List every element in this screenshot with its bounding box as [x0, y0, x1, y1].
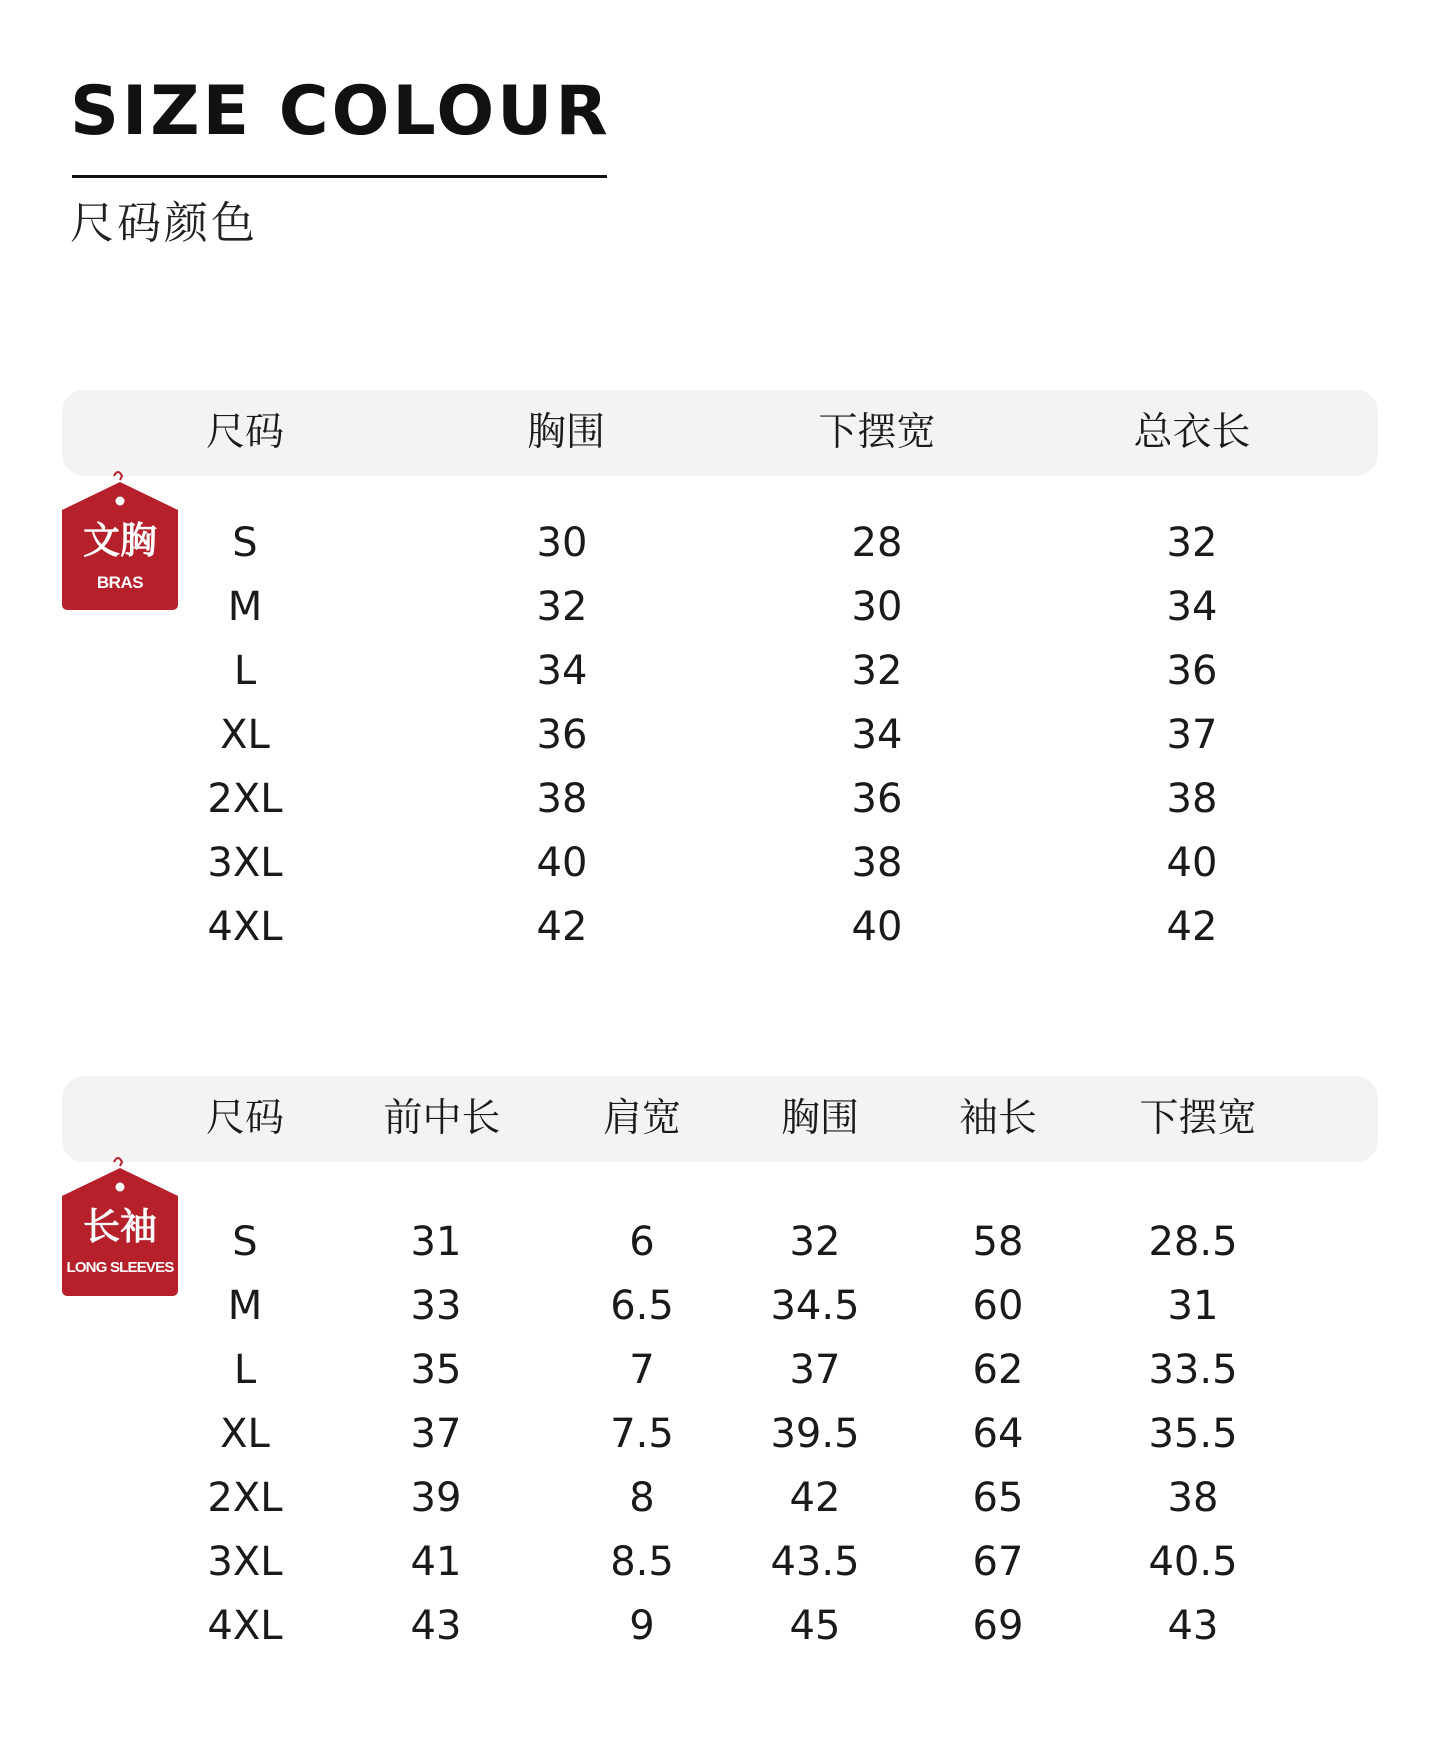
table-cell: 32: [536, 584, 588, 630]
bras-header-chest: 胸围: [526, 410, 606, 455]
table-cell: L: [233, 648, 257, 694]
bras-tag-cn: 文胸: [83, 519, 157, 562]
table-cell: 42: [536, 904, 588, 950]
table-cell: 41: [410, 1539, 462, 1585]
table-cell: 7: [629, 1347, 655, 1393]
table-cell: 2XL: [207, 776, 283, 822]
table-cell: 36: [851, 776, 903, 822]
table-cell: M: [227, 1283, 263, 1329]
table-cell: 6.5: [610, 1283, 674, 1329]
table-cell: 38: [1166, 776, 1218, 822]
table-cell: 32: [789, 1219, 841, 1265]
table-cell: L: [233, 1347, 257, 1393]
title-divider: [72, 175, 607, 178]
table-cell: 43: [1167, 1603, 1219, 1649]
table-cell: 35: [410, 1347, 462, 1393]
table-cell: 33: [410, 1283, 462, 1329]
table-cell: 40: [1166, 840, 1218, 886]
table-cell: 36: [536, 712, 588, 758]
table-cell: 33.5: [1148, 1347, 1238, 1393]
table-cell: 35.5: [1148, 1411, 1238, 1457]
sleeves-header-sleeve-length: 袖长: [958, 1096, 1038, 1141]
table-cell: 40.5: [1148, 1539, 1238, 1585]
table-cell: 32: [1166, 520, 1218, 566]
table-cell: S: [232, 1219, 258, 1265]
table-cell: 31: [1167, 1283, 1219, 1329]
table-cell: 40: [536, 840, 588, 886]
table-cell: 43.5: [770, 1539, 860, 1585]
table-cell: 30: [536, 520, 588, 566]
sleeves-header-size: 尺码: [205, 1096, 285, 1141]
sleeves-header-front-length: 前中长: [383, 1096, 501, 1141]
table-cell: 4XL: [207, 904, 283, 950]
table-cell: 65: [972, 1475, 1024, 1521]
table-cell: 62: [972, 1347, 1024, 1393]
table-cell: 34: [851, 712, 903, 758]
table-cell: XL: [220, 712, 270, 758]
table-cell: 37: [789, 1347, 841, 1393]
table-cell: 43: [410, 1603, 462, 1649]
table-cell: 2XL: [207, 1475, 283, 1521]
bras-tag-en: BRAS: [96, 573, 144, 592]
table-cell: 60: [972, 1283, 1024, 1329]
table-cell: 58: [972, 1219, 1024, 1265]
table-cell: 64: [972, 1411, 1024, 1457]
bras-header-hem-width: 下摆宽: [818, 410, 936, 455]
table-cell: 34: [1166, 584, 1218, 630]
table-cell: 3XL: [207, 840, 283, 886]
table-cell: S: [232, 520, 258, 566]
table-cell: 28: [851, 520, 903, 566]
table-cell: 30: [851, 584, 903, 630]
table-cell: 67: [972, 1539, 1024, 1585]
table-cell: 28.5: [1148, 1219, 1238, 1265]
table-cell: 34.5: [770, 1283, 860, 1329]
table-cell: 3XL: [207, 1539, 283, 1585]
table-cell: M: [227, 584, 263, 630]
table-cell: 7.5: [610, 1411, 674, 1457]
sleeves-tag: [62, 1156, 178, 1286]
table-cell: 38: [851, 840, 903, 886]
table-cell: 31: [410, 1219, 462, 1265]
table-cell: 39: [410, 1475, 462, 1521]
table-cell: 8: [629, 1475, 655, 1521]
page-subtitle: 尺码颜色: [70, 198, 258, 249]
table-cell: 69: [972, 1603, 1024, 1649]
table-cell: 40: [851, 904, 903, 950]
table-cell: 45: [789, 1603, 841, 1649]
sleeves-tag-cn: 长袖: [83, 1205, 157, 1248]
sleeves-header-chest: 胸围: [780, 1096, 860, 1141]
bras-header-size: 尺码: [205, 410, 285, 455]
table-cell: 4XL: [207, 1603, 283, 1649]
table-cell: 8.5: [610, 1539, 674, 1585]
table-cell: 34: [536, 648, 588, 694]
sleeves-tag-en: LONG SLEEVES: [66, 1259, 174, 1276]
table-cell: 37: [410, 1411, 462, 1457]
table-cell: 42: [1166, 904, 1218, 950]
bras-header-total-length: 总衣长: [1133, 410, 1251, 455]
sleeves-header-shoulder: 肩宽: [602, 1096, 682, 1141]
table-cell: 38: [536, 776, 588, 822]
table-cell: 32: [851, 648, 903, 694]
table-cell: 9: [629, 1603, 655, 1649]
table-cell: 42: [789, 1475, 841, 1521]
table-cell: 6: [629, 1219, 655, 1265]
page-title: SIZE COLOUR: [70, 72, 611, 151]
sleeves-header-hem-width: 下摆宽: [1139, 1096, 1257, 1141]
table-cell: 38: [1167, 1475, 1219, 1521]
table-cell: 39.5: [770, 1411, 860, 1457]
bras-tag: [62, 470, 178, 600]
table-cell: XL: [220, 1411, 270, 1457]
table-cell: 36: [1166, 648, 1218, 694]
table-cell: 37: [1166, 712, 1218, 758]
